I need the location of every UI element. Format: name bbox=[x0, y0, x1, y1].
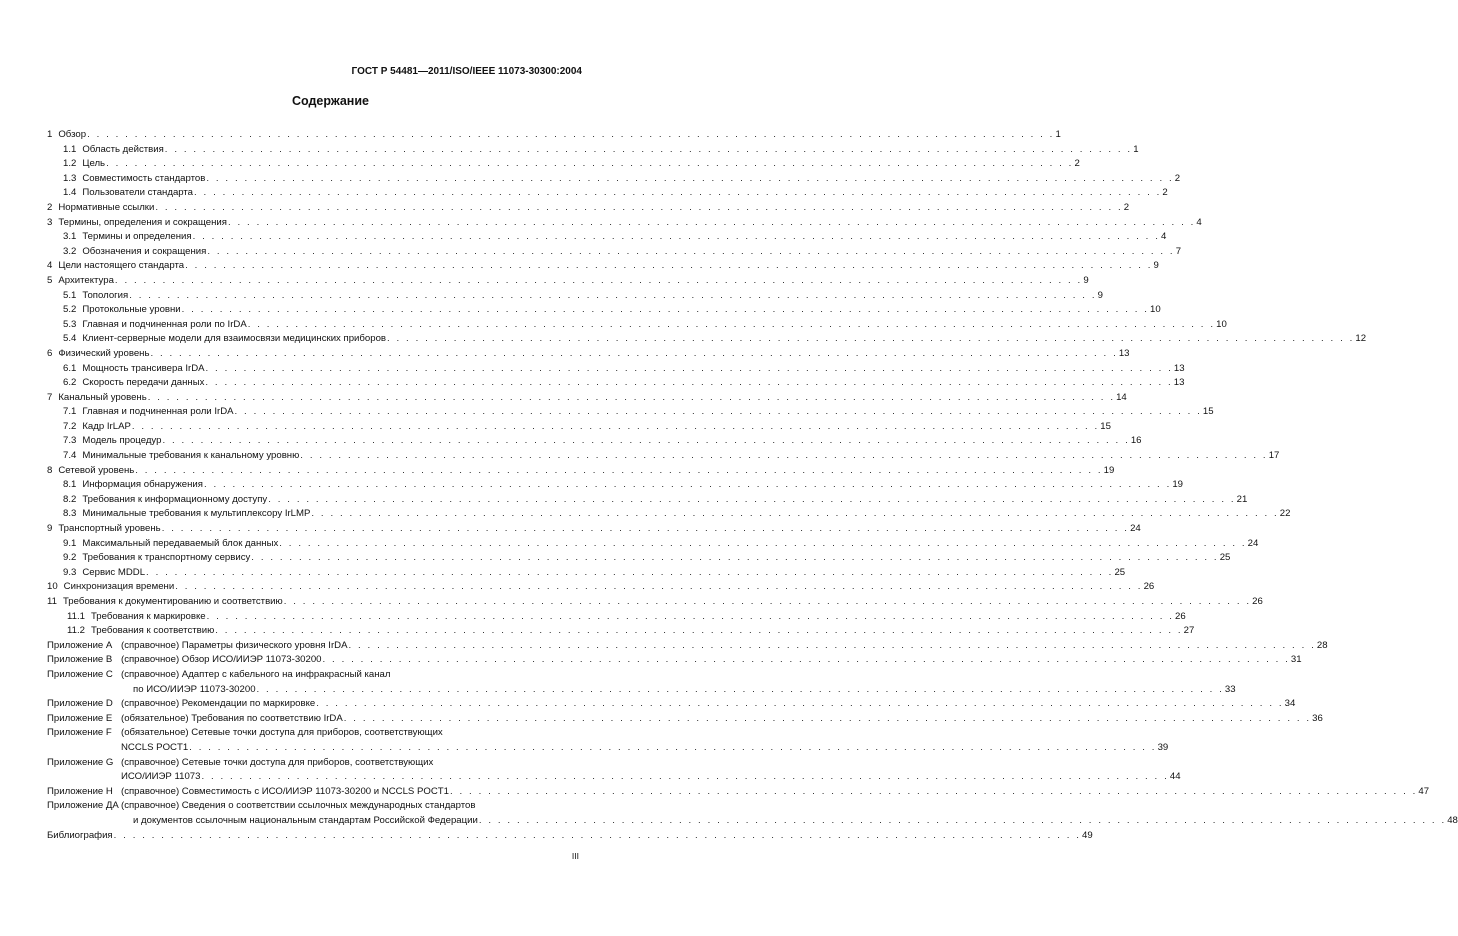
toc-entry-number: 6 bbox=[47, 347, 53, 359]
toc-entry-label: Минимальные требования к мультиплексору IrLMP bbox=[82, 508, 311, 520]
toc-entry bbox=[47, 624, 1195, 639]
toc-entry bbox=[47, 230, 1167, 245]
toc-entry-label: Требования к транспортному сервису bbox=[82, 552, 251, 564]
toc-entry-label: Главная и подчиненная роли по IrDA bbox=[82, 318, 247, 330]
toc-entry-label: Термины, определения и сокращения bbox=[58, 216, 227, 228]
appendix-line bbox=[121, 785, 1429, 800]
toc-entry-page: 27 bbox=[1183, 625, 1195, 637]
toc-entry-page: 4 bbox=[1160, 231, 1167, 243]
appendix-entry bbox=[47, 668, 1236, 697]
toc-entry-number: 9 bbox=[47, 523, 53, 535]
toc-entry bbox=[47, 289, 1103, 304]
appendix-label: и документов ссылочным национальным стандартам Российской Федерации bbox=[133, 814, 478, 826]
appendix-label: (справочное) Сетевые точки доступа для приборов, соответствующих bbox=[121, 756, 434, 768]
toc-entry-label: Синхронизация времени bbox=[63, 581, 175, 593]
toc-entry bbox=[47, 610, 1186, 625]
appendix-label: (обязательное) Сетевые точки доступа для приборов, соответствующих bbox=[121, 727, 443, 739]
appendix-line bbox=[121, 726, 1168, 741]
toc-entry bbox=[47, 507, 1291, 522]
appendix-label: NCCLS POCT1 bbox=[121, 741, 189, 753]
toc-entry-label: Минимальные требования к канальному уровню bbox=[82, 450, 300, 462]
appendix-body bbox=[121, 726, 1168, 755]
toc-leader-dots bbox=[316, 697, 1283, 712]
toc-entry bbox=[47, 493, 1248, 508]
toc-entry-number: 11.1 bbox=[67, 610, 85, 622]
toc-entry-page: 19 bbox=[1172, 479, 1184, 491]
appendix-label: (справочное) Параметры физического уровня IrDA bbox=[121, 639, 348, 651]
toc-entry bbox=[47, 376, 1185, 391]
toc-entry-page: 12 bbox=[1355, 333, 1367, 345]
toc-entry-label: Требования к маркировке bbox=[90, 610, 206, 622]
toc-entry bbox=[47, 464, 1115, 479]
toc-leader-dots bbox=[251, 551, 1218, 566]
toc-leader-dots bbox=[206, 362, 1173, 377]
toc-leader-dots bbox=[207, 610, 1174, 625]
toc-entry-number: 1.1 bbox=[63, 143, 77, 155]
toc-entry-number: 11.2 bbox=[67, 625, 85, 637]
toc-entry bbox=[47, 420, 1111, 435]
toc-entry-number: 8.3 bbox=[63, 508, 77, 520]
toc-entry-number: 4 bbox=[47, 260, 53, 272]
appendix-body bbox=[121, 639, 1328, 654]
toc-leader-dots bbox=[201, 770, 1168, 785]
toc-entry-label: Пользователи стандарта bbox=[82, 187, 194, 199]
toc-entry-number: 1.2 bbox=[63, 158, 77, 170]
appendix-id: Приложение В bbox=[47, 654, 113, 666]
toc-leader-dots bbox=[175, 580, 1142, 595]
toc-entry bbox=[47, 274, 1089, 289]
toc-leader-dots bbox=[162, 434, 1129, 449]
appendix-body bbox=[121, 785, 1429, 800]
toc-leader-dots bbox=[450, 785, 1417, 800]
toc-entry bbox=[47, 245, 1182, 260]
toc-entry-number: 1.4 bbox=[63, 187, 77, 199]
toc-entry-label: Транспортный уровень bbox=[58, 523, 161, 535]
toc-entry-number: 9.2 bbox=[63, 552, 77, 564]
toc-leader-dots bbox=[155, 201, 1122, 216]
appendix-page: 48 bbox=[1447, 814, 1458, 826]
appendix-line bbox=[121, 653, 1302, 668]
toc-entry-page: 15 bbox=[1202, 406, 1214, 418]
toc-entry-page: 9 bbox=[1153, 260, 1159, 272]
appendix-entry bbox=[47, 639, 1328, 654]
toc-entry-label: Модель процедур bbox=[82, 435, 162, 447]
appendix-line bbox=[121, 741, 1168, 756]
toc-entry-number: 6.1 bbox=[63, 362, 77, 374]
toc-entry-number: 8.1 bbox=[63, 479, 77, 491]
toc-entry-number: 5.4 bbox=[63, 333, 77, 345]
toc-leader-dots bbox=[257, 683, 1224, 698]
toc-entry-number: 7.2 bbox=[63, 420, 77, 432]
appendix-id: Приложение ДА bbox=[47, 800, 119, 812]
toc-entry bbox=[47, 332, 1367, 347]
toc-leader-dots bbox=[146, 566, 1113, 581]
toc-entry-number: 9.1 bbox=[63, 537, 77, 549]
toc-leader-dots bbox=[162, 522, 1129, 537]
toc-leader-dots bbox=[182, 303, 1149, 318]
bibliography-page: 49 bbox=[1082, 829, 1093, 841]
toc-leader-dots bbox=[228, 216, 1195, 231]
toc-entry-page: 25 bbox=[1219, 552, 1231, 564]
toc-entry-label: Главная и подчиненная роли IrDA bbox=[82, 406, 234, 418]
toc-entry-label: Канальный уровень bbox=[58, 391, 147, 403]
toc-entry-number: 8 bbox=[47, 464, 53, 476]
toc-entry-label: Клиент-серверные модели для взаимосвязи медицинских приборов bbox=[82, 333, 386, 345]
toc-entry bbox=[47, 551, 1231, 566]
toc-leader-dots bbox=[194, 186, 1161, 201]
appendix-id: Приложение Е bbox=[47, 712, 113, 724]
toc-entry bbox=[47, 201, 1130, 216]
bibliography-entry bbox=[47, 829, 1093, 844]
toc-entry-label: Физический уровень bbox=[58, 347, 150, 359]
appendix-id: Приложение D bbox=[47, 698, 113, 710]
toc-entry bbox=[47, 172, 1181, 187]
toc-leader-dots bbox=[132, 420, 1099, 435]
toc-entry-label: Информация обнаружения bbox=[82, 479, 203, 491]
toc-entry-page: 19 bbox=[1103, 464, 1115, 476]
toc-leader-dots bbox=[114, 829, 1081, 844]
toc-entry-page: 9 bbox=[1097, 289, 1103, 301]
toc-entry-page: 15 bbox=[1100, 420, 1111, 432]
toc-entry-number: 5 bbox=[47, 274, 53, 286]
toc-entry bbox=[47, 391, 1127, 406]
toc-entry-page: 13 bbox=[1173, 377, 1185, 389]
toc-entry-page: 17 bbox=[1268, 450, 1280, 462]
toc-leader-dots bbox=[479, 814, 1446, 829]
toc-leader-dots bbox=[189, 741, 1156, 756]
toc-entry-number: 2 bbox=[47, 201, 53, 213]
appendix-body bbox=[121, 756, 1181, 785]
toc-entry-label: Обозначения и сокращения bbox=[82, 245, 207, 257]
appendix-line bbox=[121, 799, 1458, 814]
appendix-body bbox=[121, 697, 1295, 712]
appendix-entry bbox=[47, 653, 1302, 668]
appendix-line bbox=[121, 639, 1328, 654]
toc-entry-number: 3 bbox=[47, 216, 53, 228]
page-title: Содержание bbox=[291, 94, 369, 108]
appendix-body bbox=[121, 653, 1302, 668]
toc-entry bbox=[47, 405, 1214, 420]
toc-entry-number: 1.3 bbox=[63, 172, 77, 184]
toc-entry-page: 1 bbox=[1055, 129, 1061, 140]
toc-leader-dots bbox=[207, 245, 1174, 260]
toc-leader-dots bbox=[185, 259, 1152, 274]
appendix-id: Приложение А bbox=[47, 639, 113, 651]
toc-entry-page: 10 bbox=[1216, 318, 1227, 330]
toc-entry-label: Цели настоящего стандарта bbox=[58, 260, 185, 272]
toc-entry-page: 2 bbox=[1123, 201, 1130, 213]
toc-entry-number: 3.2 bbox=[63, 245, 77, 257]
document-header: ГОСТ Р 54481—2011/ISO/IEEE 11073-30300:2004 bbox=[351, 66, 582, 77]
toc-entry bbox=[47, 128, 1061, 143]
toc-entry-number: 7 bbox=[47, 391, 53, 403]
toc-entry-page: 21 bbox=[1236, 493, 1248, 505]
appendix-page: 44 bbox=[1169, 771, 1181, 783]
toc-entry-number: 8.2 bbox=[63, 493, 77, 505]
toc-leader-dots bbox=[348, 639, 1315, 654]
appendix-id: Приложение С bbox=[47, 668, 113, 680]
toc-entry bbox=[47, 566, 1126, 581]
toc-entry-label: Требования к документированию и соответствию bbox=[62, 596, 283, 607]
toc-leader-dots bbox=[387, 332, 1354, 347]
toc-leader-dots bbox=[193, 230, 1160, 245]
appendix-label: (обязательное) Требования по соответствию IrDA bbox=[121, 712, 343, 724]
toc-leader-dots bbox=[268, 493, 1235, 508]
toc-leader-dots bbox=[235, 405, 1202, 420]
toc-entry bbox=[47, 216, 1202, 231]
toc-leader-dots bbox=[150, 347, 1117, 362]
toc-entry-label: Архитектура bbox=[58, 274, 114, 286]
toc-entry-label: Область действия bbox=[82, 143, 164, 155]
toc-entry-label: Кадр IrLAP bbox=[82, 420, 131, 432]
toc-entry-label: Цель bbox=[82, 158, 106, 170]
appendix-label: (справочное) Рекомендации по маркировке bbox=[121, 698, 316, 710]
appendix-page: 28 bbox=[1316, 639, 1328, 651]
toc-leader-dots bbox=[165, 143, 1132, 158]
bibliography-label: Библиография bbox=[47, 829, 113, 841]
appendix-page: 34 bbox=[1284, 698, 1296, 710]
toc-entry bbox=[47, 434, 1142, 449]
appendix-entry bbox=[47, 785, 1430, 800]
appendix-page: 31 bbox=[1290, 654, 1302, 666]
toc-entry-page: 7 bbox=[1175, 245, 1182, 257]
appendix-entry bbox=[47, 712, 1323, 727]
toc-entry-label: Сетевой уровень bbox=[58, 464, 135, 476]
appendix-body bbox=[121, 668, 1236, 697]
toc-entry-number: 5.2 bbox=[63, 304, 77, 316]
appendix-body bbox=[121, 799, 1458, 828]
toc-entry-page: 14 bbox=[1116, 391, 1127, 403]
toc-entry-label: Термины и определения bbox=[82, 231, 192, 243]
toc-entry-page: 1 bbox=[1133, 143, 1139, 155]
appendix-line bbox=[121, 668, 1236, 683]
toc-entry-number: 7.1 bbox=[63, 406, 77, 418]
toc-entry-label: Нормативные ссылки bbox=[58, 201, 155, 213]
appendix-line bbox=[121, 770, 1181, 785]
toc-leader-dots bbox=[129, 289, 1096, 304]
toc-entry bbox=[47, 522, 1141, 537]
appendix-page: 36 bbox=[1312, 712, 1323, 724]
toc-leader-dots bbox=[205, 376, 1172, 391]
toc-entry bbox=[47, 318, 1227, 333]
appendix-label: (справочное) Обзор ИСО/ИИЭР 11073-30200 bbox=[121, 654, 322, 666]
toc-leader-dots bbox=[344, 712, 1311, 727]
toc-entry-number: 5.1 bbox=[63, 289, 77, 301]
toc-entry-label: Максимальный передаваемый блок данных bbox=[82, 537, 279, 549]
toc-entry-number: 1 bbox=[47, 129, 53, 140]
toc-entry-number: 7.4 bbox=[63, 450, 77, 462]
toc-leader-dots bbox=[300, 449, 1267, 464]
toc-entry bbox=[47, 537, 1259, 552]
toc-entry-page: 25 bbox=[1114, 566, 1126, 578]
appendix-id: Приложение F bbox=[47, 727, 112, 739]
appendix-page: 39 bbox=[1157, 741, 1169, 753]
toc-leader-dots bbox=[284, 595, 1251, 610]
toc-entry-label: Мощность трансивера IrDA bbox=[82, 362, 205, 374]
toc-entry-label: Обзор bbox=[58, 129, 87, 140]
toc-leader-dots bbox=[206, 172, 1173, 187]
toc-entry-page: 22 bbox=[1279, 508, 1291, 520]
toc-entry-page: 2 bbox=[1162, 187, 1168, 199]
toc-entry bbox=[47, 362, 1185, 377]
toc-entry-label: Совместимость стандартов bbox=[82, 172, 206, 184]
toc-entry-number: 10 bbox=[47, 581, 58, 593]
toc-entry-number: 6.2 bbox=[63, 377, 77, 389]
appendix-entry bbox=[47, 726, 1169, 755]
appendix-line bbox=[121, 697, 1295, 712]
toc-entry-page: 24 bbox=[1130, 523, 1141, 535]
appendix-line bbox=[121, 712, 1323, 727]
toc-entry bbox=[47, 347, 1130, 362]
appendix-entry bbox=[47, 756, 1181, 785]
toc-entry-page: 26 bbox=[1143, 581, 1155, 593]
toc-entry-page: 9 bbox=[1083, 274, 1089, 286]
toc-entry bbox=[47, 580, 1155, 595]
appendix-label: по ИСО/ИИЭР 11073-30200 bbox=[133, 683, 256, 695]
toc-leader-dots bbox=[87, 128, 1054, 143]
toc-entry-page: 13 bbox=[1118, 347, 1130, 359]
page-number: III bbox=[571, 851, 579, 861]
toc-entry-number: 7.3 bbox=[63, 435, 77, 447]
appendix-id: Приложение G bbox=[47, 756, 114, 768]
appendix-line bbox=[121, 683, 1236, 698]
appendix-label: (справочное) Адаптер с кабельного на инфракрасный канал bbox=[121, 668, 391, 680]
toc-entry-page: 4 bbox=[1196, 216, 1202, 228]
toc-entry-page: 26 bbox=[1175, 610, 1186, 622]
toc-leader-dots bbox=[248, 318, 1215, 333]
appendix-entry bbox=[47, 697, 1296, 712]
toc-entry-number: 11 bbox=[47, 596, 57, 607]
toc-entry bbox=[47, 143, 1139, 158]
toc-leader-dots bbox=[135, 464, 1102, 479]
toc-entry-number: 3.1 bbox=[63, 231, 77, 243]
appendix-entry bbox=[47, 799, 1458, 828]
toc-leader-dots bbox=[279, 537, 1246, 552]
appendix-line bbox=[121, 756, 1181, 771]
toc-entry-number: 5.3 bbox=[63, 318, 77, 330]
toc-entry bbox=[47, 478, 1184, 493]
toc-entry bbox=[47, 259, 1159, 274]
toc-entry-label: Требования к информационному доступу bbox=[82, 493, 268, 505]
toc-entry-page: 24 bbox=[1247, 537, 1259, 549]
toc-entry-page: 16 bbox=[1130, 435, 1142, 447]
toc-leader-dots bbox=[148, 391, 1115, 406]
toc-leader-dots bbox=[115, 274, 1082, 289]
toc-leader-dots bbox=[215, 624, 1182, 639]
toc-entry-label: Требования к соответствию bbox=[90, 625, 215, 637]
appendix-page: 33 bbox=[1224, 683, 1236, 695]
toc-entry-page: 10 bbox=[1150, 304, 1161, 316]
toc-leader-dots bbox=[323, 653, 1290, 668]
appendix-id: Приложение Н bbox=[47, 785, 113, 797]
appendix-line bbox=[121, 814, 1458, 829]
appendix-body bbox=[121, 712, 1323, 727]
toc-entry-page: 13 bbox=[1173, 362, 1185, 374]
toc-entry-label: Скорость передачи данных bbox=[82, 377, 205, 389]
toc-leader-dots bbox=[204, 478, 1171, 493]
toc-entry-label: Протокольные уровни bbox=[82, 304, 181, 316]
toc-entry-page: 26 bbox=[1252, 596, 1263, 607]
toc-entry-number: 9.3 bbox=[63, 566, 77, 578]
toc-entry bbox=[47, 449, 1280, 464]
appendix-label: (справочное) Сведения о соответствии ссылочных международных стандартов bbox=[121, 800, 476, 812]
toc-entry bbox=[47, 186, 1168, 201]
toc-leader-dots bbox=[106, 157, 1073, 172]
toc-entry-page: 2 bbox=[1074, 158, 1080, 170]
toc-leader-dots bbox=[311, 507, 1278, 522]
toc-entry bbox=[47, 595, 1263, 610]
appendix-label: ИСО/ИИЭР 11073 bbox=[121, 771, 201, 783]
appendix-page: 47 bbox=[1418, 785, 1430, 797]
toc-entry-page: 2 bbox=[1174, 172, 1181, 184]
toc-entry-label: Сервис MDDL bbox=[82, 566, 146, 578]
toc-entry-label: Топология bbox=[82, 289, 129, 301]
toc-entry bbox=[47, 157, 1080, 172]
toc-entry bbox=[47, 303, 1161, 318]
table-of-contents bbox=[47, 128, 1458, 843]
appendix-label: (справочное) Совместимость с ИСО/ИИЭР 11073-30200 и NCCLS POCT1 bbox=[121, 785, 449, 797]
